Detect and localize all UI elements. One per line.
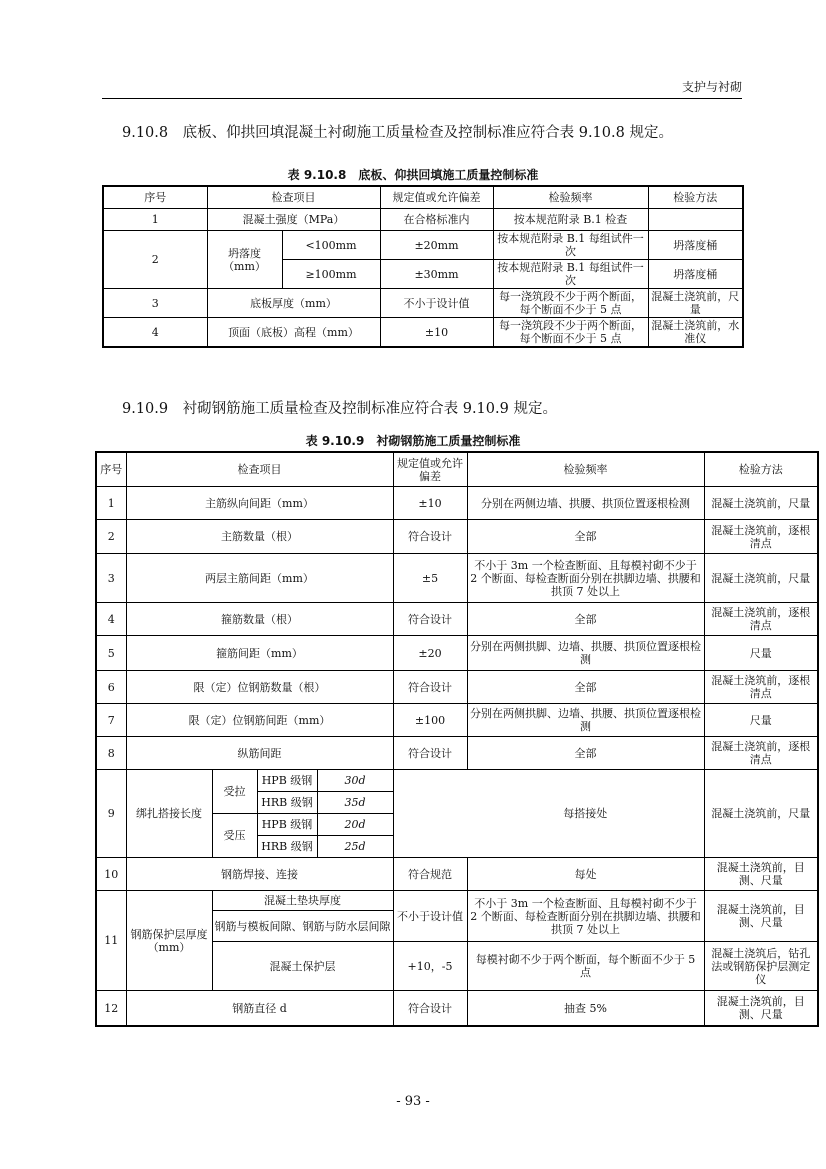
table-row [96,737,818,770]
cell [648,209,743,231]
cell: 坍落度（mm） [207,231,282,289]
cell: 坍落度桶 [648,260,743,289]
header-cell: 检验方法 [648,186,743,209]
cell: 混凝土垫块厚度 [212,891,393,911]
cell: 主筋数量（根） [126,520,393,554]
cell: 按本规范附录 B.1 每组试件一次 [493,231,648,260]
cell: HRB 级钢 [257,792,317,814]
cell: 混凝土浇筑前，尺量 [704,487,818,520]
cell: 在合格标准内 [380,209,493,231]
table-9-10-9 [95,451,819,1027]
cell: ±20 [393,636,467,671]
cell: 1 [103,209,207,231]
cell: 符合设计 [393,991,467,1027]
cell: 绑扎搭接长度 [126,770,212,858]
cell: 5 [96,636,126,671]
cell: 混凝土浇筑前，目测、尺量 [704,858,818,891]
cell: 按本规范附录 B.1 检查 [493,209,648,231]
cell: 11 [96,891,126,991]
cell: 两层主筋间距（mm） [126,554,393,603]
cell: 3 [103,289,207,318]
cell: 每一浇筑段不少于两个断面，每个断面不少于 5 点 [493,318,648,348]
table-header-row [103,186,743,209]
table-header-row [96,452,818,487]
cell: 每模衬砌不少于两个断面，每个断面不少于 5 点 [467,942,704,991]
header-cell: 规定值或允许偏差 [380,186,493,209]
cell: 钢筋与模板间隙、钢筋与防水层间隙 [212,911,393,942]
cell: 混凝土浇筑前，目测、尺量 [704,991,818,1027]
cell: ±5 [393,554,467,603]
cell: 4 [103,318,207,348]
table-9-10-8 [102,185,744,348]
cell: 每搭接处 [467,770,704,858]
cell: 箍筋数量（根） [126,603,393,636]
cell: 每一浇筑段不少于两个断面，每个断面不少于 5 点 [493,289,648,318]
table-row [103,289,743,318]
header-cell: 序号 [103,186,207,209]
cell: 20d [317,814,393,836]
cell: 抽查 5% [467,991,704,1027]
cell: 混凝土浇筑后，钻孔法或钢筋保护层测定仪 [704,942,818,991]
header-cell: 检验频率 [493,186,648,209]
cell: HPB 级钢 [257,770,317,792]
table-row [96,603,818,636]
cell: 混凝土浇筑前，尺量 [704,770,818,858]
cell: ±10 [393,487,467,520]
table-row [96,704,818,737]
cell: 35d [317,792,393,814]
cell: 混凝土浇筑前，逐根清点 [704,671,818,704]
cell: 受拉 [212,770,257,814]
cell: 4 [96,603,126,636]
cell: 混凝土强度（MPa） [207,209,380,231]
cell: 限（定）位钢筋数量（根） [126,671,393,704]
cell: HPB 级钢 [257,814,317,836]
cell: 限（定）位钢筋间距（mm） [126,704,393,737]
cell: 2 [96,520,126,554]
cell: 混凝土浇筑前，尺量 [648,289,743,318]
table-row [96,858,818,891]
cell: 分别在两侧边墙、拱腰、拱顶位置逐根检测 [467,487,704,520]
cell: 不小于 3m 一个检查断面、且每模衬砌不少于 2 个断面、每检查断面分别在拱脚边墙、拱腰和拱顶 7 处以上 [467,891,704,942]
cell: 纵筋间距 [126,737,393,770]
cell: 不小于 3m 一个检查断面、且每模衬砌不少于 2 个断面、每检查断面分别在拱脚边墙、拱腰和拱顶 7 处以上 [467,554,704,603]
table-row [96,636,818,671]
cell: 尺量 [704,704,818,737]
header-cell: 检验方法 [704,452,818,487]
cell: 分别在两侧拱脚、边墙、拱腰、拱顶位置逐根检测 [467,704,704,737]
table-row [103,209,743,231]
cell: 主筋纵向间距（mm） [126,487,393,520]
cell: 3 [96,554,126,603]
cell: 符合设计 [393,520,467,554]
cell: ±30mm [380,260,493,289]
running-header: 支护与衬砌 [681,80,742,94]
header-rule [102,98,742,99]
page-number: - 93 - [396,1094,430,1109]
cell: 尺量 [704,636,818,671]
header-cell: 规定值或允许偏差 [393,452,467,487]
header-cell: 序号 [96,452,126,487]
cell: 混凝土浇筑前，目测、尺量 [704,891,818,942]
cell: 每处 [467,858,704,891]
header-cell: 检查项目 [126,452,393,487]
cell: ±10 [380,318,493,348]
table-row [103,231,743,260]
cell: 12 [96,991,126,1027]
cell: 底板厚度（mm） [207,289,380,318]
cell: HRB 级钢 [257,836,317,858]
cell: 9 [96,770,126,858]
cell: 混凝土浇筑前，逐根清点 [704,520,818,554]
cell: 7 [96,704,126,737]
cell: 6 [96,671,126,704]
table-row [103,318,743,348]
cell: 符合设计 [393,603,467,636]
cell: 25d [317,836,393,858]
table-row [96,520,818,554]
table-row [96,671,818,704]
section-9-10-9: 9.10.9 衬砌钢筋施工质量检查及控制标准应符合表 9.10.9 规定。 [122,401,557,417]
cell: 不小于设计值 [380,289,493,318]
table-row [96,891,818,911]
table-row [96,991,818,1027]
cell: ±20mm [380,231,493,260]
cell: 钢筋直径 d [126,991,393,1027]
cell [393,770,467,858]
cell: ±100 [393,704,467,737]
table-9-10-8-caption: 表 9.10.8 底板、仰拱回填施工质量控制标准 [287,168,539,182]
cell: ≥100mm [282,260,380,289]
section-9-10-8: 9.10.8 底板、仰拱回填混凝土衬砌施工质量检查及控制标准应符合表 9.10.8 规定。 [122,125,673,141]
cell: 受压 [212,814,257,858]
cell: 1 [96,487,126,520]
cell: 箍筋间距（mm） [126,636,393,671]
cell: 8 [96,737,126,770]
cell: 混凝土浇筑前，水准仪 [648,318,743,348]
cell: 全部 [467,603,704,636]
cell: 混凝土保护层 [212,942,393,991]
cell: 钢筋焊接、连接 [126,858,393,891]
cell: 符合设计 [393,737,467,770]
cell: 混凝土浇筑前，逐根清点 [704,603,818,636]
cell: 全部 [467,520,704,554]
table-row [96,487,818,520]
cell: 顶面（底板）高程（mm） [207,318,380,348]
cell: 混凝土浇筑前，尺量 [704,554,818,603]
cell: 按本规范附录 B.1 每组试件一次 [493,260,648,289]
cell: 钢筋保护层厚度（mm） [126,891,212,991]
cell: 分别在两侧拱脚、边墙、拱腰、拱顶位置逐根检测 [467,636,704,671]
cell: 混凝土浇筑前，逐根清点 [704,737,818,770]
cell: 10 [96,858,126,891]
header-cell: 检查项目 [207,186,380,209]
cell: 全部 [467,737,704,770]
cell: 符合规范 [393,858,467,891]
cell: 坍落度桶 [648,231,743,260]
table-row [96,554,818,603]
cell: 符合设计 [393,671,467,704]
cell: 2 [103,231,207,289]
cell: <100mm [282,231,380,260]
header-cell: 检验频率 [467,452,704,487]
cell: 不小于设计值 [393,891,467,942]
cell: 30d [317,770,393,792]
cell: +10，-5 [393,942,467,991]
table-9-10-9-caption: 表 9.10.9 衬砌钢筋施工质量控制标准 [305,434,521,448]
table-row [96,770,818,792]
cell: 全部 [467,671,704,704]
